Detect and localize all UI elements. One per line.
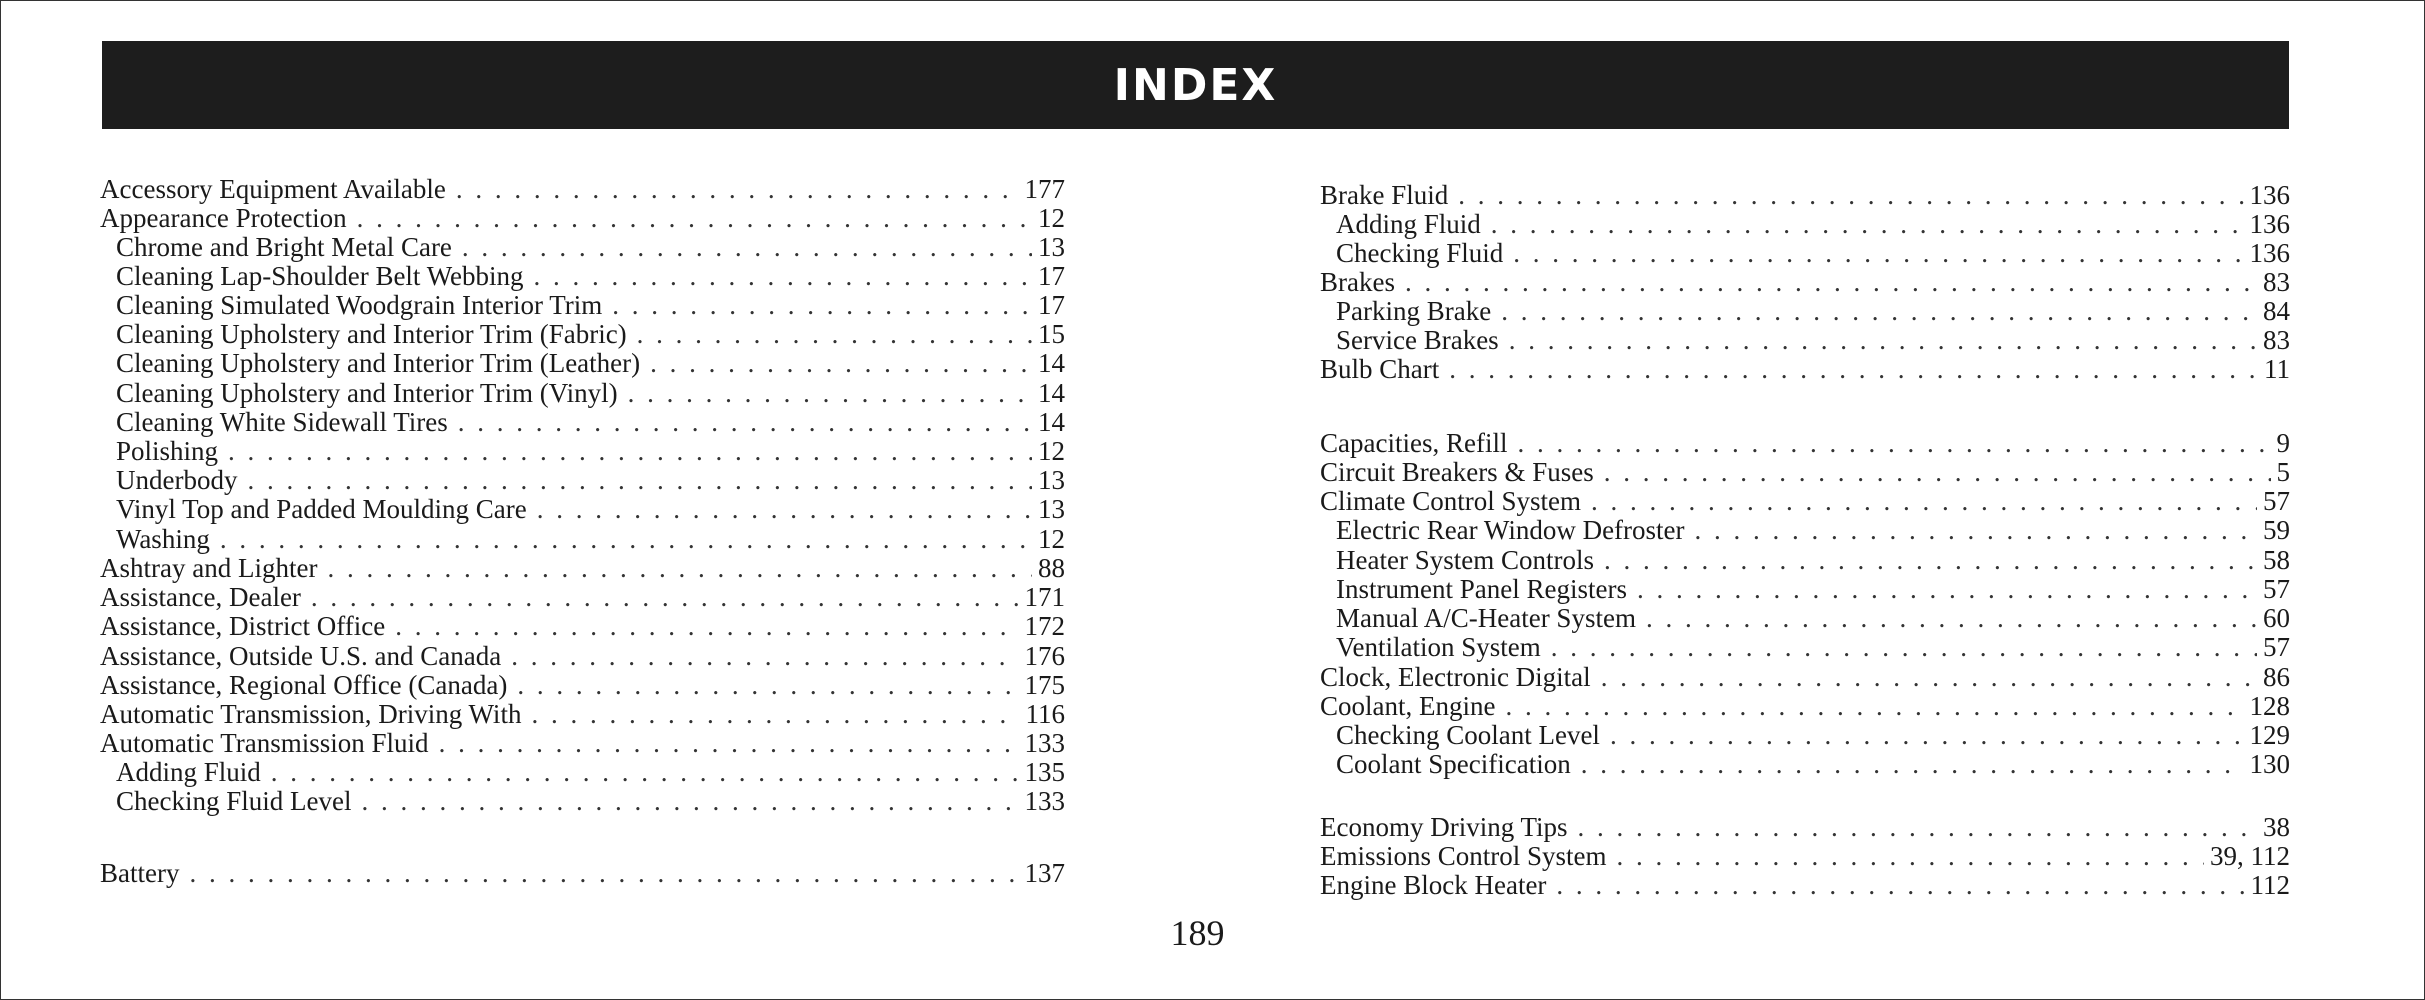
dot-leader <box>462 232 1032 262</box>
index-entry-label: Engine Block Heater <box>1320 870 1547 900</box>
index-entry-page: 177 <box>1024 174 1065 204</box>
dot-leader <box>271 757 1019 787</box>
dot-leader <box>247 465 1032 495</box>
index-entry <box>1320 457 2290 487</box>
dot-leader <box>456 174 1019 204</box>
dot-leader <box>439 728 1019 758</box>
dot-leader <box>189 858 1018 888</box>
index-entry-label: Service Brakes <box>1336 325 1499 355</box>
index-entry <box>1320 812 2290 842</box>
index-entry <box>1320 486 2290 516</box>
index-entry-page: 9 <box>2276 428 2290 458</box>
index-entry-label: Climate Control System <box>1320 486 1581 516</box>
index-entry <box>100 858 1065 888</box>
index-entry-page: 83 <box>2263 325 2290 355</box>
index-entry <box>100 786 1065 816</box>
index-entry-page: 38 <box>2263 812 2290 842</box>
index-entry-page: 172 <box>1024 611 1065 641</box>
index-entry-label: Chrome and Bright Metal Care <box>116 232 452 262</box>
dot-leader <box>1591 486 2257 516</box>
index-entry <box>1320 749 2290 779</box>
dot-leader <box>395 611 1018 641</box>
index-entry <box>1320 354 2290 384</box>
index-entry-label: Assistance, Outside U.S. and Canada <box>100 641 502 671</box>
index-entry <box>100 261 1065 291</box>
index-entry-page: 137 <box>1024 858 1065 888</box>
index-entry <box>1320 296 2290 326</box>
dot-leader <box>637 319 1032 349</box>
index-entry <box>100 465 1065 495</box>
dot-leader <box>220 524 1032 554</box>
index-entry <box>100 553 1065 583</box>
index-entry-page: 86 <box>2263 662 2290 692</box>
index-entry-label: Checking Fluid <box>1336 238 1504 268</box>
index-entry-page: 88 <box>1038 553 1065 583</box>
index-entry-label: Assistance, District Office <box>100 611 386 641</box>
index-entry-page: 13 <box>1038 494 1065 524</box>
index-entry-label: Polishing <box>116 436 219 466</box>
dot-leader <box>1513 238 2243 268</box>
index-entry <box>1320 209 2290 239</box>
index-entry <box>1320 603 2290 633</box>
index-entry-page: 133 <box>1024 728 1065 758</box>
dot-leader <box>458 407 1032 437</box>
index-entry <box>1320 841 2290 871</box>
index-entry <box>1320 428 2290 458</box>
index-entry <box>1320 238 2290 268</box>
index-entry-page: 116 <box>1025 699 1065 729</box>
index-entry-label: Battery <box>100 858 180 888</box>
index-entry-label: Coolant, Engine <box>1320 691 1496 721</box>
index-entry-page: 12 <box>1038 203 1065 233</box>
index-entry <box>1320 267 2290 297</box>
index-entry-label: Brakes <box>1320 267 1395 297</box>
index-entry-page: 14 <box>1038 407 1065 437</box>
index-entry-page: 57 <box>2263 486 2290 516</box>
index-entry <box>100 699 1065 729</box>
index-entry-page: 17 <box>1038 290 1065 320</box>
index-entry <box>1320 515 2290 545</box>
index-entry-label: Coolant Specification <box>1336 749 1571 779</box>
dot-leader <box>612 290 1032 320</box>
index-entry <box>100 670 1065 700</box>
index-entry-page: 83 <box>2263 267 2290 297</box>
index-entry-page: 171 <box>1024 582 1065 612</box>
index-entry-page: 136 <box>2249 180 2290 210</box>
index-entry-label: Cleaning Upholstery and Interior Trim (Fabric) <box>116 319 627 349</box>
index-entry-label: Clock, Electronic Digital <box>1320 662 1591 692</box>
index-entry-label: Checking Fluid Level <box>116 786 352 816</box>
index-entry-label: Washing <box>116 524 210 554</box>
index-entry-label: Vinyl Top and Padded Moulding Care <box>116 494 527 524</box>
dot-leader <box>628 378 1032 408</box>
index-entry-page: 15 <box>1038 319 1065 349</box>
dot-leader <box>650 348 1032 378</box>
index-entry-page: 58 <box>2263 545 2290 575</box>
index-entry-label: Ventilation System <box>1336 632 1541 662</box>
index-entry-page: 39, 112 <box>2210 841 2290 871</box>
index-entry-page: 11 <box>2264 354 2290 384</box>
index-entry <box>1320 662 2290 692</box>
index-entry-page: 14 <box>1038 378 1065 408</box>
index-entry-page: 128 <box>2249 691 2290 721</box>
index-entry-page: 135 <box>1024 757 1065 787</box>
index-entry-page: 133 <box>1024 786 1065 816</box>
index-entry <box>100 436 1065 466</box>
index-entry-label: Emissions Control System <box>1320 841 1607 871</box>
dot-leader <box>1405 267 2257 297</box>
dot-leader <box>1601 662 2257 692</box>
index-entry-label: Cleaning Simulated Woodgrain Interior Trim <box>116 290 603 320</box>
index-entry-page: 60 <box>2263 603 2290 633</box>
dot-leader <box>1551 632 2257 662</box>
dot-leader <box>1610 720 2244 750</box>
index-entry-page: 130 <box>2249 749 2290 779</box>
dot-leader <box>357 203 1032 233</box>
index-entry-label: Underbody <box>116 465 238 495</box>
index-entry <box>100 611 1065 641</box>
index-entry <box>100 319 1065 349</box>
index-entry-label: Instrument Panel Registers <box>1336 574 1627 604</box>
index-entry-label: Bulb Chart <box>1320 354 1440 384</box>
dot-leader <box>1556 870 2244 900</box>
index-entry <box>100 582 1065 612</box>
dot-leader <box>1637 574 2257 604</box>
dot-leader <box>534 261 1032 291</box>
index-entry-label: Automatic Transmission, Driving With <box>100 699 522 729</box>
index-entry-label: Assistance, Dealer <box>100 582 301 612</box>
index-entry <box>100 641 1065 671</box>
page-number: 189 <box>1170 913 1225 953</box>
index-entry-page: 175 <box>1024 670 1065 700</box>
dot-leader <box>1505 691 2243 721</box>
index-entry-label: Assistance, Regional Office (Canada) <box>100 670 508 700</box>
dot-leader <box>537 494 1032 524</box>
dot-leader <box>1578 812 2257 842</box>
index-entry <box>1320 325 2290 355</box>
index-banner <box>102 41 2289 129</box>
index-entry-page: 13 <box>1038 465 1065 495</box>
dot-leader <box>311 582 1019 612</box>
index-entry-label: Cleaning Lap-Shoulder Belt Webbing <box>116 261 524 291</box>
index-entry <box>1320 632 2290 662</box>
index-entry <box>1320 870 2290 900</box>
index-entry-label: Circuit Breakers & Fuses <box>1320 457 1594 487</box>
dot-leader <box>361 786 1018 816</box>
dot-leader <box>1604 545 2257 575</box>
index-entry-label: Cleaning White Sidewall Tires <box>116 407 448 437</box>
index-entry <box>100 348 1065 378</box>
dot-leader <box>1604 457 2271 487</box>
index-entry <box>100 407 1065 437</box>
index-entry-label: Economy Driving Tips <box>1320 812 1568 842</box>
dot-leader <box>1517 428 2270 458</box>
index-entry-label: Accessory Equipment Available <box>100 174 446 204</box>
index-entry <box>1320 545 2290 575</box>
dot-leader <box>327 553 1032 583</box>
index-entry <box>100 232 1065 262</box>
dot-leader <box>517 670 1018 700</box>
index-entry <box>100 174 1065 204</box>
index-entry-page: 12 <box>1038 436 1065 466</box>
dot-leader <box>1491 209 2244 239</box>
index-entry-page: 57 <box>2263 632 2290 662</box>
index-entry-label: Manual A/C-Heater System <box>1336 603 1636 633</box>
index-entry-label: Capacities, Refill <box>1320 428 1508 458</box>
index-entry-label: Automatic Transmission Fluid <box>100 728 429 758</box>
index-entry-label: Cleaning Upholstery and Interior Trim (Leather) <box>116 348 641 378</box>
dot-leader <box>1581 749 2244 779</box>
dot-leader <box>511 641 1018 671</box>
dot-leader <box>1617 841 2204 871</box>
index-entry-label: Brake Fluid <box>1320 180 1449 210</box>
index-entry-page: 13 <box>1038 232 1065 262</box>
index-entry <box>100 290 1065 320</box>
index-entry-label: Checking Coolant Level <box>1336 720 1600 750</box>
index-entry <box>100 757 1065 787</box>
index-entry-page: 12 <box>1038 524 1065 554</box>
dot-leader <box>1501 296 2257 326</box>
index-entry-label: Cleaning Upholstery and Interior Trim (Vinyl) <box>116 378 618 408</box>
dot-leader <box>1458 180 2243 210</box>
dot-leader <box>1509 325 2257 355</box>
index-entry-label: Heater System Controls <box>1336 545 1594 575</box>
dot-leader <box>531 699 1019 729</box>
index-entry-page: 17 <box>1038 261 1065 291</box>
dot-leader <box>1449 354 2258 384</box>
index-entry-page: 59 <box>2263 515 2290 545</box>
index-entry-page: 129 <box>2249 720 2290 750</box>
index-entry <box>100 728 1065 758</box>
index-entry-label: Appearance Protection <box>100 203 347 233</box>
index-entry-page: 14 <box>1038 348 1065 378</box>
index-entry-label: Adding Fluid <box>1336 209 1481 239</box>
index-entry-page: 136 <box>2249 238 2290 268</box>
index-entry-label: Ashtray and Lighter <box>100 553 318 583</box>
index-entry <box>100 524 1065 554</box>
index-entry-label: Adding Fluid <box>116 757 261 787</box>
index-entry <box>1320 691 2290 721</box>
index-entry <box>1320 180 2290 210</box>
index-entry-page: 5 <box>2276 457 2290 487</box>
index-entry-page: 57 <box>2263 574 2290 604</box>
index-entry-page: 112 <box>2250 870 2290 900</box>
index-title: INDEX <box>1113 59 1278 111</box>
dot-leader <box>1695 515 2257 545</box>
index-entry-page: 176 <box>1024 641 1065 671</box>
index-entry <box>100 378 1065 408</box>
index-entry <box>100 203 1065 233</box>
index-entry-page: 136 <box>2249 209 2290 239</box>
index-entry-page: 84 <box>2263 296 2290 326</box>
index-entry <box>100 494 1065 524</box>
index-entry-label: Electric Rear Window Defroster <box>1336 515 1685 545</box>
dot-leader <box>1646 603 2257 633</box>
index-entry-label: Parking Brake <box>1336 296 1492 326</box>
dot-leader <box>228 436 1032 466</box>
index-entry <box>1320 720 2290 750</box>
index-entry <box>1320 574 2290 604</box>
